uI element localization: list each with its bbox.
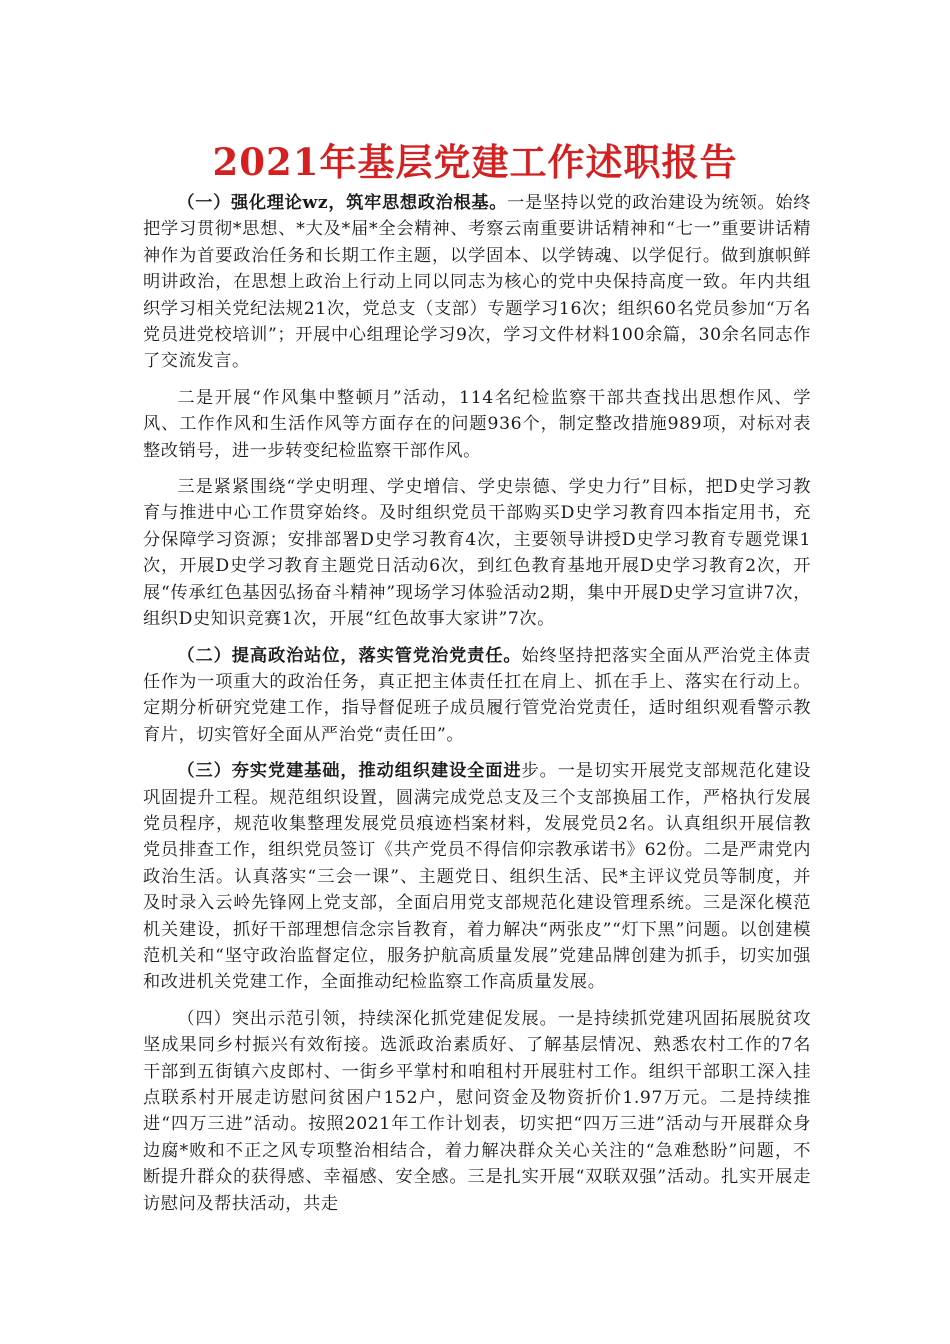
- section-heading: （二）提高政治站位，落实管党治党责任。: [177, 645, 522, 666]
- paragraph-4: [143, 643, 811, 749]
- section-heading: （三）夯实党建基础，推动组织建设全面进: [177, 761, 522, 782]
- paragraph-text: 三是紧紧围绕“学史明理、学史增信、学史崇德、学史力行”目标，把D史学习教育与推进中心工作贯穿始终。及时组织党员干部购买D史学习教育四本指定用书，充分保障学习资源；安排部署D史学习教育4次，主要领导讲授D史学习教育专题党课1次，开展D史学习教育主题党日活动6次，到红色教育基地开展D史学习教育2次，开展“传承红色基因弘扬奋斗精神”现场学习体验活动2期，集中开展D史学习宣讲7次，组织D史知识竞赛1次，开展“红色故事大家讲”7次。: [143, 477, 811, 630]
- paragraph-5: [143, 758, 811, 996]
- paragraph-text: 始终坚持把落实全面从严治党主体责任作为一项重大的政治任务，真正把主体责任扛在肩上、抓在手上、落实在行动上。定期分析研究党建工作，指导督促班子成员履行管党治党责任，适时组织观看警示教育片，切实管好全面从严治党“责任田”。: [143, 645, 811, 745]
- paragraph-text: 二是开展“作风集中整顿月”活动，114名纪检监察干部共查找出思想作风、学风、工作作风和生活作风等方面存在的问题936个，制定整改措施989项，对标对表整改销号，进一步转变纪检监察干部作风。: [143, 387, 811, 461]
- paragraph-text: 步。一是切实开展党支部规范化建设巩固提升工程。规范组织设置，圆满完成党总支及三个支部换届工作，严格执行发展党员程序，规范收集整理发展党员痕迹档案材料，发展党员2名。认真组织开展信教党员排查工作，组织党员签订《共产党员不得信仰宗教承诺书》62份。二是严肃党内政治生活。认真落实“三会一课”、主题党日、组织生活、民*主评议党员等制度，并及时录入云岭先锋网上党支部，全面启用党支部规范化建设管理系统。三是深化模范机关建设，抓好干部理想信念宗旨教育，着力解决“两张皮”“灯下黑”问题。以创建模范机关和“坚守政治监督定位，服务护航高质量发展”党建品牌创建为抓手，切实加强和改进机关党建工作，全面推动纪检监察工作高质量发展。: [143, 761, 811, 993]
- paragraph-2: [143, 385, 811, 464]
- document-body: [143, 190, 811, 1227]
- section-heading: （一）强化理论wz，筑牢思想政治根基。: [177, 193, 508, 213]
- document-title: 2021年基层党建工作述职报告: [212, 140, 738, 184]
- paragraph-text: （四）突出示范引领，持续深化抓党建促发展。一是持续抓党建巩固拓展脱贫攻坚成果同乡村振兴有效衔接。选派政治素质好、了解基层情况、熟悉农村工作的7名干部到五街镇六皮郎村、一街乡平掌村和咱租村开展驻村工作。组织干部职工深入挂点联系村开展走访慰问贫困户152户，慰问资金及物资折价1.97万元。二是持续推进“四万三进”活动。按照2021年工作计划表，切实把“四万三进”活动与开展群众身边腐*败和不正之风专项整治相结合，着力解决群众关心关注的“急难愁盼”问题，不断提升群众的获得感、幸福感、安全感。三是扎实开展“双联双强”活动。扎实开展走访慰问及帮扶活动，共走: [143, 1008, 811, 1214]
- paragraph-6: [143, 1006, 811, 1217]
- paragraph-text: 一是坚持以党的政治建设为统领。始终把学习贯彻*思想、*大及*届*全会精神、考察云南重要讲话精神和“七一”重要讲话精神作为首要政治任务和长期工作主题，以学固本、以学铸魂、以学促行。做到旗帜鲜明讲政治，在思想上政治上行动上同以同志为核心的党中央保持高度一致。年内共组织学习相关党纪法规21次，党总支（支部）专题学习16次；组织60名党员参加“万名党员进党校培训”；开展中心组理论学习9次，学习文件材料100余篇，30余名同志作了交流发言。: [143, 193, 812, 372]
- paragraph-1: [143, 190, 811, 375]
- paragraph-3: [143, 474, 811, 632]
